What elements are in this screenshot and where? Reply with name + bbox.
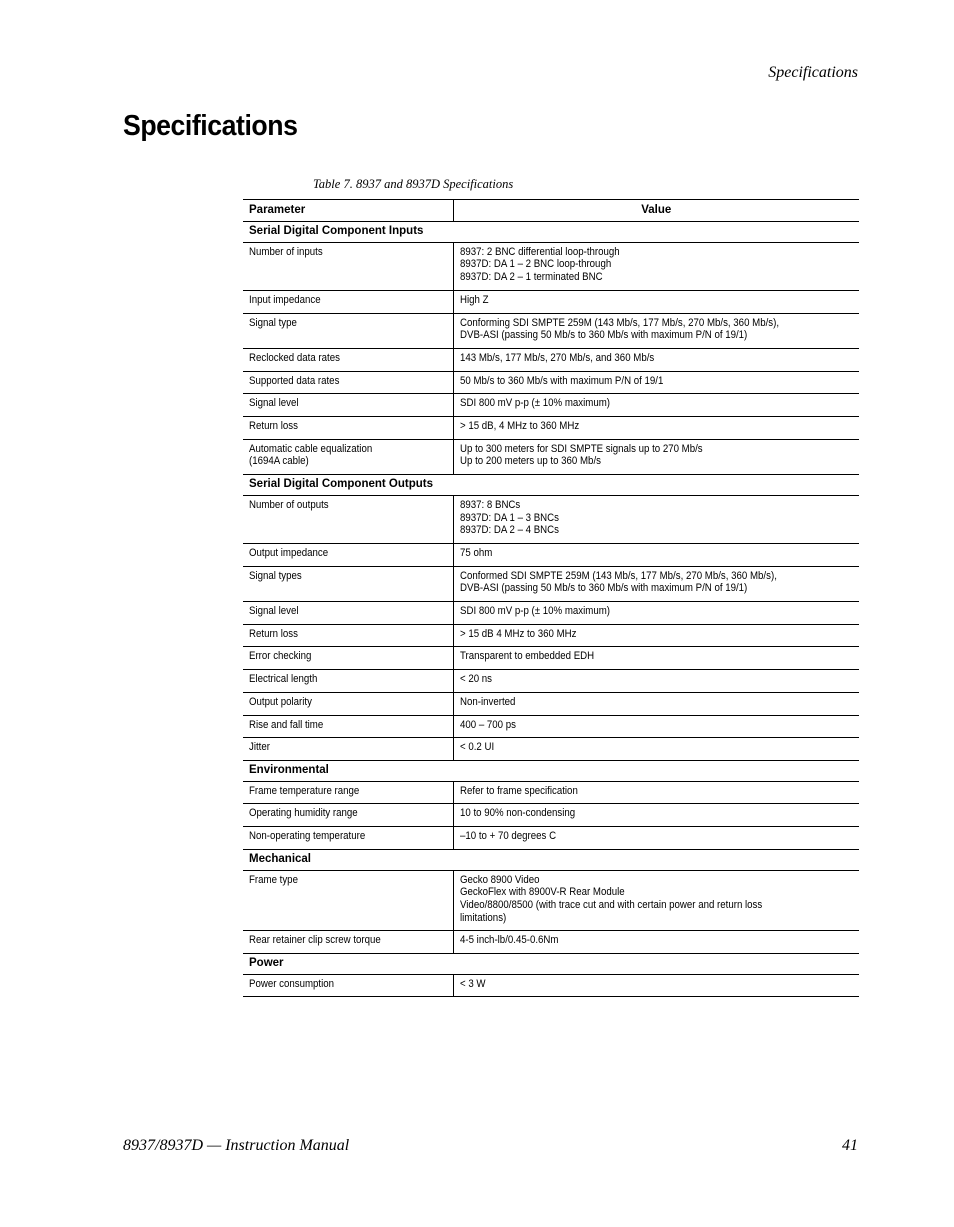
parameter-text: Number of outputs (249, 498, 329, 511)
section-heading: Serial Digital Component Outputs (243, 475, 859, 496)
value-cell (453, 670, 859, 693)
value-text: Gecko 8900 Video GeckoFlex with 8900V-R Rear Module Video/8800/8500 (with trace cut and with certain power and return loss limitations) (459, 873, 762, 924)
parameter-text: Signal level (249, 397, 299, 410)
value-cell (453, 931, 859, 954)
section-row (243, 222, 859, 243)
parameter-cell (243, 417, 453, 440)
value-cell (453, 624, 859, 647)
value-cell (453, 804, 859, 827)
table-row (243, 566, 859, 601)
value-text: Up to 300 meters for SDI SMPTE signals up to 270 Mb/s Up to 200 meters up to 360 Mb/s (459, 442, 703, 468)
footer-page-number: 41 (842, 1137, 858, 1154)
value-cell (453, 495, 859, 543)
parameter-text: Rear retainer clip screw torque (249, 934, 381, 947)
value-cell (453, 715, 859, 738)
value-text: 50 Mb/s to 360 Mb/s with maximum P/N of 19/1 (459, 374, 663, 387)
value-cell (453, 290, 859, 313)
value-text: High Z (459, 293, 489, 306)
table-row (243, 495, 859, 543)
parameter-text: Frame temperature range (249, 784, 360, 797)
section-row (243, 849, 859, 870)
table-row (243, 439, 859, 474)
value-cell (453, 692, 859, 715)
parameter-text: Reclocked data rates (249, 351, 340, 364)
parameter-text: Power consumption (249, 977, 335, 990)
footer-manual-title: 8937/8937D — Instruction Manual (123, 1137, 350, 1154)
parameter-cell (243, 394, 453, 417)
table-row (243, 670, 859, 693)
value-text: < 3 W (459, 977, 486, 990)
parameter-text: Output impedance (249, 546, 329, 559)
table-row (243, 543, 859, 566)
section-row (243, 760, 859, 781)
parameter-text: Signal type (249, 316, 297, 329)
value-text: < 0.2 UI (459, 741, 494, 754)
table-row (243, 870, 859, 931)
value-text: 4-5 inch-lb/0.45-0.6Nm (459, 934, 558, 947)
value-cell (453, 313, 859, 348)
parameter-cell (243, 602, 453, 625)
value-cell (453, 348, 859, 371)
value-text: Transparent to embedded EDH (459, 650, 594, 663)
value-cell (453, 439, 859, 474)
column-header-parameter: Parameter (243, 200, 453, 222)
value-cell (453, 566, 859, 601)
value-cell (453, 738, 859, 761)
value-cell (453, 781, 859, 804)
value-text: 8937: 2 BNC differential loop-through 8937D: DA 1 – 2 BNC loop-through 8937D: DA 2 – 1 terminated BNC (459, 245, 620, 284)
table-caption: Table 7. 8937 and 8937D Specifications (313, 177, 514, 191)
parameter-cell (243, 348, 453, 371)
value-cell (453, 543, 859, 566)
value-cell (453, 394, 859, 417)
parameter-cell (243, 290, 453, 313)
parameter-cell (243, 670, 453, 693)
section-heading: Power (243, 954, 859, 975)
value-text: Conforming SDI SMPTE 259M (143 Mb/s, 177 Mb/s, 270 Mb/s, 360 Mb/s), DVB-ASI (passing 50 Mb/s to 360 Mb/s with maximum P/N of 19/1) (459, 316, 779, 342)
table-row (243, 290, 859, 313)
parameter-cell (243, 827, 453, 850)
table-row (243, 974, 859, 997)
parameter-text: Input impedance (249, 293, 321, 306)
value-text: 10 to 90% non-condensing (459, 807, 575, 820)
table-body (243, 222, 859, 997)
table-row (243, 647, 859, 670)
page-title: Specifications (123, 110, 298, 142)
value-cell (453, 870, 859, 931)
value-text: Refer to frame specification (459, 784, 578, 797)
value-text: 143 Mb/s, 177 Mb/s, 270 Mb/s, and 360 Mb/s (459, 351, 654, 364)
table-row (243, 417, 859, 440)
parameter-text: Operating humidity range (249, 807, 358, 820)
specifications-table (243, 199, 859, 997)
parameter-cell (243, 495, 453, 543)
value-cell (453, 371, 859, 394)
table-header-row (243, 200, 859, 222)
value-cell (453, 974, 859, 997)
value-text: 8937: 8 BNCs 8937D: DA 1 – 3 BNCs 8937D: DA 2 – 4 BNCs (459, 498, 559, 537)
table-row (243, 738, 859, 761)
section-heading: Environmental (243, 760, 859, 781)
running-head: Specifications (768, 64, 858, 81)
parameter-text: Number of inputs (249, 245, 323, 258)
value-text: < 20 ns (459, 673, 492, 686)
parameter-text: Electrical length (249, 673, 318, 686)
parameter-text: Automatic cable equalization (1694A cable) (249, 442, 373, 468)
parameter-text: Return loss (249, 420, 298, 433)
section-row (243, 954, 859, 975)
parameter-text: Signal level (249, 605, 299, 618)
table-row (243, 371, 859, 394)
value-cell (453, 417, 859, 440)
parameter-text: Non-operating temperature (249, 830, 366, 843)
table-row (243, 692, 859, 715)
parameter-text: Rise and fall time (249, 718, 324, 731)
table-row (243, 715, 859, 738)
parameter-cell (243, 804, 453, 827)
value-text: SDI 800 mV p-p (± 10% maximum) (459, 397, 610, 410)
value-text: Conformed SDI SMPTE 259M (143 Mb/s, 177 Mb/s, 270 Mb/s, 360 Mb/s), DVB-ASI (passing 50 Mb/s to 360 Mb/s with maximum P/N of 19/1) (459, 569, 777, 595)
table-row (243, 348, 859, 371)
parameter-cell (243, 624, 453, 647)
parameter-cell (243, 371, 453, 394)
parameter-text: Output polarity (249, 695, 312, 708)
value-text: 400 – 700 ps (459, 718, 516, 731)
parameter-cell (243, 781, 453, 804)
parameter-cell (243, 566, 453, 601)
parameter-text: Frame type (249, 873, 298, 886)
parameter-cell (243, 738, 453, 761)
value-cell (453, 827, 859, 850)
parameter-cell (243, 439, 453, 474)
section-row (243, 475, 859, 496)
table-row (243, 313, 859, 348)
value-cell (453, 602, 859, 625)
parameter-cell (243, 715, 453, 738)
value-cell (453, 647, 859, 670)
table-row (243, 602, 859, 625)
parameter-text: Signal types (249, 569, 302, 582)
value-text: SDI 800 mV p-p (± 10% maximum) (459, 605, 610, 618)
table-row (243, 624, 859, 647)
parameter-cell (243, 543, 453, 566)
parameter-text: Jitter (249, 741, 270, 754)
table-row (243, 827, 859, 850)
value-text: > 15 dB 4 MHz to 360 MHz (459, 627, 576, 640)
parameter-text: Error checking (249, 650, 312, 663)
section-heading: Serial Digital Component Inputs (243, 222, 859, 243)
value-cell (453, 242, 859, 290)
table-row (243, 781, 859, 804)
value-text: Non-inverted (459, 695, 515, 708)
table-row (243, 242, 859, 290)
parameter-cell (243, 931, 453, 954)
table-row (243, 804, 859, 827)
column-header-value: Value (453, 200, 859, 222)
value-text: 75 ohm (459, 546, 492, 559)
table-row (243, 931, 859, 954)
parameter-cell (243, 242, 453, 290)
section-heading: Mechanical (243, 849, 859, 870)
table-row (243, 394, 859, 417)
parameter-cell (243, 647, 453, 670)
parameter-text: Supported data rates (249, 374, 340, 387)
parameter-cell (243, 692, 453, 715)
parameter-cell (243, 974, 453, 997)
parameter-text: Return loss (249, 627, 298, 640)
parameter-cell (243, 870, 453, 931)
value-text: –10 to + 70 degrees C (459, 830, 556, 843)
parameter-cell (243, 313, 453, 348)
value-text: > 15 dB, 4 MHz to 360 MHz (459, 420, 579, 433)
